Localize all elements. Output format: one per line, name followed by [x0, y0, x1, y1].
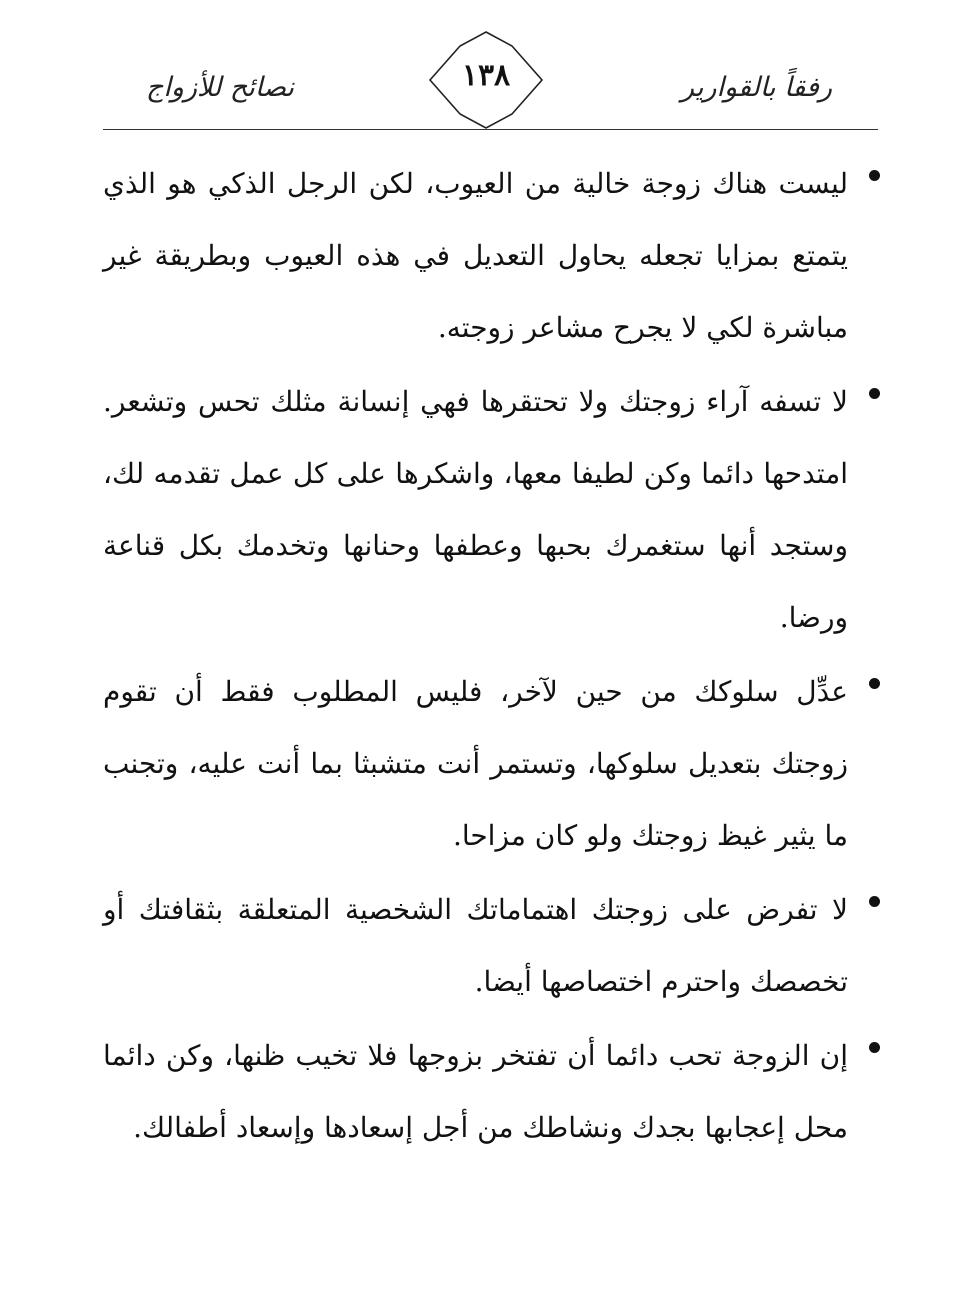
bullet-icon [869, 170, 880, 181]
list-item-text: عدِّل سلوكك من حين لآخر، فليس المطلوب فقط أن تقوم زوجتك بتعديل سلوكها، وتستمر أنت متشبثا بما أنت عليه، وتجنب ما يثير غيظ زوجتك ولو كان مزاحا. [103, 675, 848, 852]
list-item-text: إن الزوجة تحب دائما أن تفتخر بزوجها فلا تخيب ظنها، وكن دائما محل إعجابها بجدك ونشاطك من أجل إسعادها وإسعاد أطفالك. [103, 1039, 848, 1144]
header-divider [103, 129, 878, 130]
list-item [103, 148, 848, 364]
list-item [103, 1020, 848, 1164]
page-number: ١٣٨ [461, 58, 511, 93]
advice-list [103, 148, 848, 1166]
bullet-icon [869, 678, 880, 689]
list-item [103, 656, 848, 872]
page-number-badge [428, 30, 544, 130]
list-item [103, 874, 848, 1018]
list-item-text: ليست هناك زوجة خالية من العيوب، لكن الرجل الذكي هو الذي يتمتع بمزايا تجعله يحاول التعديل في هذه العيوب وبطريقة غير مباشرة لكي لا يجرح مشاعر زوجته. [103, 167, 848, 344]
bullet-icon [869, 896, 880, 907]
list-item-text: لا تفرض على زوجتك اهتماماتك الشخصية المتعلقة بثقافتك أو تخصصك واحترم اختصاصها أيضا. [103, 893, 848, 998]
list-item-text: لا تسفه آراء زوجتك ولا تحتقرها فهي إنسانة مثلك تحس وتشعر. امتدحها دائما وكن لطيفا معها، واشكرها على كل عمل تقدمه لك، وستجد أنها ستغمرك بحبها وعطفها وحنانها وتخدمك بكل قناعة ورضا. [103, 385, 848, 634]
chapter-title: نصائح للأزواج [146, 72, 295, 103]
bullet-icon [869, 388, 880, 399]
bullet-icon [869, 1042, 880, 1053]
list-item [103, 366, 848, 654]
page-header [0, 0, 980, 135]
book-title: رفقاً بالقوارير [681, 72, 832, 103]
